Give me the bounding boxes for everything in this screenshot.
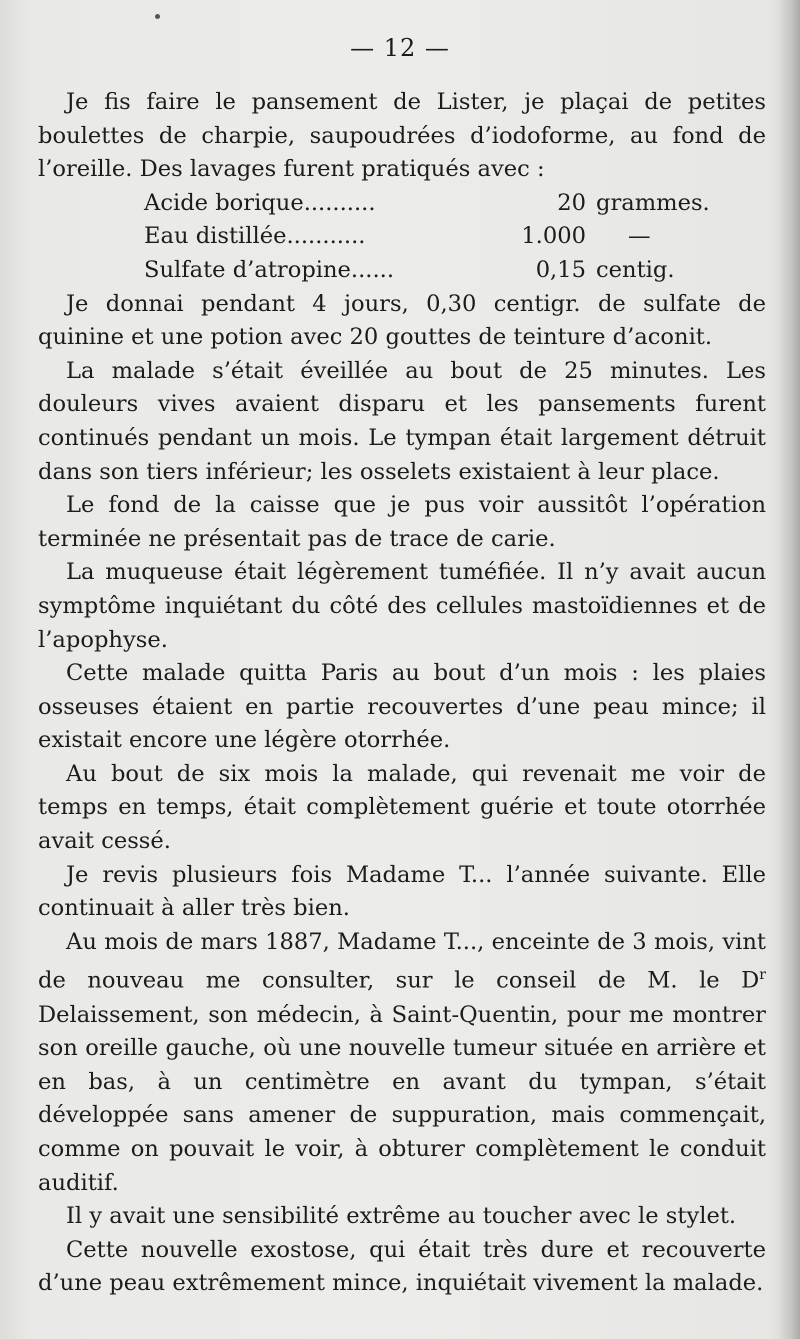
ingredient-quantity: 0,15: [535, 256, 586, 283]
ingredient-quantity: 1.000: [521, 223, 586, 250]
paragraph-sensitivity: Il y avait une sensibilité extrême au toucher avec le stylet.: [66, 1203, 737, 1230]
paragraph-awakening: La malade s’était éveillée au bout de 25 minutes. Les douleurs vives avaient disparu et les pansements furent continués pendant un mois. Le tympan était largement détruit dans son tiers inférieur; les osselets existaient à leur place.: [38, 357, 766, 485]
ink-speck: [155, 14, 160, 19]
page-number: — 12 —: [350, 34, 450, 62]
prescription-row-atropine-sulfate: [144, 254, 766, 288]
ingredient-name: Acide borique..........: [144, 189, 376, 216]
paragraph-march-1887-start: Au mois de mars 1887, Madame T..., enceinte de 3 mois, vint de nouveau me consulter, sur le conseil de M. le D: [38, 928, 766, 994]
page-edge-shadow: [778, 0, 800, 1339]
prescription-list: [38, 187, 766, 288]
body-text: [38, 86, 766, 1301]
paragraph-following-year: Je revis plusieurs fois Madame T... l’année suivante. Elle continuait à aller très bien.: [38, 861, 766, 922]
doctor-abbrev-superscript: r: [759, 967, 766, 984]
paragraph-march-1887-rest: Delaissement, son médecin, à Saint-Quentin, pour me montrer son oreille gauche, où une nouvelle tumeur située en arrière et en bas, à un centimètre en avant du tympan, s’était développée sans amener de suppuration, mais commençait, comme on pouvait le voir, à obturer complètement le conduit auditif.: [38, 1001, 766, 1196]
paragraph-march-1887: [38, 926, 766, 1200]
prescription-row-distilled-water: [144, 220, 766, 254]
paragraph-left-paris: Cette malade quitta Paris au bout d’un mois : les plaies osseuses étaient en partie recouvertes d’une peau mince; il existait encore une légère otorrhée.: [38, 660, 766, 754]
paragraph-cavity: Le fond de la caisse que je pus voir aussitôt l’opération terminée ne présentait pas de trace de carie.: [38, 492, 766, 552]
ingredient-unit: grammes.: [596, 189, 710, 216]
paragraph-new-exostosis: Cette nouvelle exostose, qui était très dure et recouverte d’une peau extrêmement mince, inquiétait vivement la malade.: [38, 1236, 766, 1297]
ingredient-unit: centig.: [596, 256, 675, 283]
paragraph-mucosa: La muqueuse était légèrement tuméfiée. Il n’y avait aucun symptôme inquiétant du côté des cellules mastoïdiennes et de l’apophyse.: [38, 559, 766, 653]
ingredient-name: Sulfate d’atropine......: [144, 256, 395, 283]
paragraph-lister-dressing: Je fis faire le pansement de Lister, je plaçai de petites boulettes de charpie, saupoudrées d’iodoforme, au fond de l’oreille. Des lavages furent pratiqués avec :: [38, 89, 766, 183]
paragraph-quinine: Je donnai pendant 4 jours, 0,30 centigr. de sulfate de quinine et une potion avec 20 gouttes de teinture d’aconit.: [38, 290, 766, 351]
ingredient-unit: —: [628, 223, 651, 250]
paragraph-six-months: Au bout de six mois la malade, qui revenait me voir de temps en temps, était complètement guérie et toute otorrhée avait cessé.: [38, 760, 766, 855]
ingredient-quantity: 20: [557, 189, 586, 216]
ingredient-name: Eau distillée...........: [144, 223, 366, 250]
prescription-row-boric-acid: [144, 187, 766, 221]
